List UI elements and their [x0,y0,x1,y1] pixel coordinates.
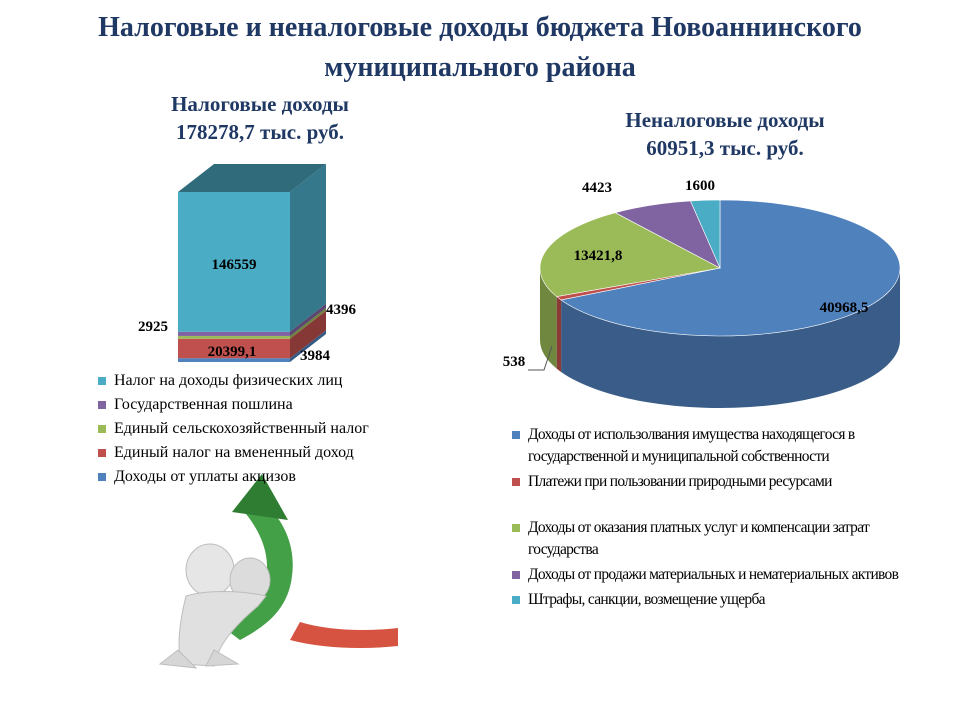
pie-side-segment-2 [557,297,561,372]
legend-swatch [512,571,520,579]
pie-label-segment-1: 40968,5 [819,300,869,316]
legend-item-tax-5 [98,370,428,394]
bar-label-segment-2: 20399,1 [207,344,257,360]
legend-item-nontax-2 [512,471,932,493]
legend-label: Единый налог на вмененный доход [114,444,354,461]
bar-front-segment-4 [178,332,290,336]
tax-income-total: 178278,7 тыс. руб. [176,120,344,144]
legend-item-nontax-4 [512,564,932,586]
legend-label: Государственная пошлина [114,396,293,413]
growth-illustration [160,474,398,668]
bar-label-segment-5: 146559 [211,257,257,273]
pie-label-segment-2: 538 [502,354,526,370]
page-title: Налоговые и неналоговые доходы бюджета Новоаннинского муниципального района [98,12,862,83]
bar-label-segment-3: 2925 [138,319,168,335]
legend-label: Единый сельскохозяйственный налог [114,420,369,437]
bar-side-segment-5 [290,164,326,332]
legend-label: Доходы от продажи материальных и нематериальных активов [528,566,899,583]
legend-swatch [512,596,520,604]
pie-label-segment-5: 1600 [685,178,715,194]
legend-swatch [98,425,106,433]
legend-label: Платежи при пользовании природными ресурсами [528,473,832,490]
bar-label-segment-1: 3984 [300,348,330,364]
legend-item-nontax-3 [512,517,932,561]
tax-income-legend [98,370,428,490]
legend-label: Налог на доходы физических лиц [114,372,343,389]
legend-item-tax-4 [98,394,428,418]
legend-label: Доходы от использолвания имущества находящегося в государственной и муниципальной собственности [528,426,855,465]
legend-label: Доходы от оказания платных услуг и компенсации затрат государства [528,519,870,558]
nontax-income-title-text: Неналоговые доходы [625,108,825,132]
nontax-income-total: 60951,3 тыс. руб. [646,136,804,160]
stacked-bar-chart [138,164,357,364]
legend-swatch [98,473,106,481]
tax-income-title-text: Налоговые доходы [171,92,349,116]
bar-front-segment-3 [178,336,290,339]
legend-item-nontax-1 [512,424,932,468]
bar-label-segment-4: 4396 [326,302,356,318]
pie-label-segment-3: 13421,8 [573,248,623,264]
legend-swatch [512,524,520,532]
red-arrow-tail [290,622,398,648]
legend-swatch [98,401,106,409]
pie-label-segment-4: 4423 [582,180,612,196]
legend-item-tax-1 [98,466,428,490]
figure-head-1 [186,544,234,596]
legend-label: Штрафы, санкции, возмещение ущерба [528,591,765,608]
legend-swatch [98,449,106,457]
legend-swatch [512,431,520,439]
legend-swatch [512,478,520,486]
pie-chart [503,178,900,408]
legend-label: Доходы от уплаты акцизов [114,468,296,485]
legend-item-tax-3 [98,418,428,442]
nontax-income-legend [512,424,932,614]
legend-swatch [98,377,106,385]
legend-item-tax-2 [98,442,428,466]
legend-item-nontax-5 [512,589,932,611]
